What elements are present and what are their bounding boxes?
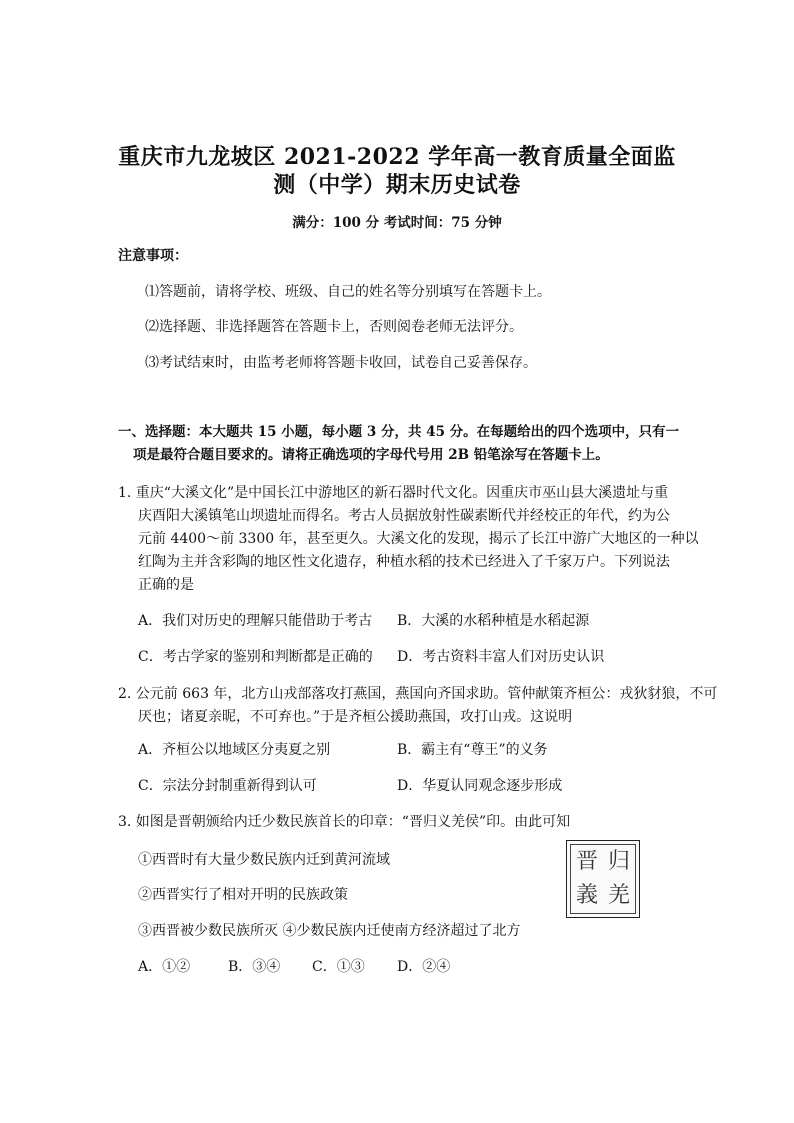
q3-option-d: D．②④ (397, 959, 451, 975)
seal-char: 義 (575, 883, 598, 908)
q1-option-c: C．考古学家的鉴别和判断都是正确的 (138, 649, 373, 665)
q2-option-d: D．华夏认同观念逐步形成 (397, 778, 563, 794)
seal-char: 晋 (575, 849, 598, 874)
seal-char: 羌 (607, 883, 630, 908)
title-line-1: 重庆市九龙坡区 2021-2022 学年高一教育质量全面监 (118, 144, 676, 170)
section-instructions-cont: 项是最符合题目要求的。请将正确选项的字母代号用 2B 铅笔涂写在答题卡上。 (133, 447, 609, 463)
notes-heading: 注意事项： (118, 248, 188, 264)
q3-statement: ③西晋被少数民族所灭 ④少数民族内迁使南方经济超过了北方 (138, 923, 521, 939)
q1-stem: 1. 重庆“大溪文化”是中国长江中游地区的新石器时代文化。因重庆市巫山县大溪遗址与重 (118, 485, 669, 501)
exam-info: 满分：100 分 考试时间：75 分钟 (292, 215, 502, 231)
note-item: ⑶考试结束时，由监考老师将答题卡收回，试卷自己妥善保存。 (145, 355, 537, 371)
page-title (100, 143, 694, 199)
q2-option-a: A．齐桓公以地域区分夷夏之别 (138, 742, 331, 758)
seal-image (566, 840, 640, 918)
seal-glyphs (570, 844, 636, 914)
q2-stem: 2. 公元前 663 年，北方山戎部落攻打燕国，燕国向齐国求助。管仲献策齐桓公：戎狄豺狼，不可 (118, 686, 718, 702)
q3-option-a: A．①② (138, 959, 191, 975)
q3-stem: 3. 如图是晋朝颁给内迁少数民族首长的印章：“晋归义羌侯”印。由此可知 (118, 814, 571, 830)
q1-stem: 正确的是 (138, 577, 194, 593)
seal-char: 归 (607, 849, 630, 874)
title-line-2: 测（中学）期末历史试卷 (273, 172, 521, 198)
section-instructions: 一、选择题：本大题共 15 小题，每小题 3 分，共 45 分。在每题给出的四个选项中，只有一 (118, 424, 680, 440)
q1-stem: 元前 4400～前 3300 年，甚至更久。大溪文化的发现，揭示了长江中游广大地区的一种以 (138, 531, 699, 547)
q3-statement: ②西晋实行了相对开明的民族政策 (138, 887, 348, 903)
q3-option-b: B．③④ (228, 959, 281, 975)
q3-option-c: C．①③ (312, 959, 365, 975)
q1-option-a: A．我们对历史的理解只能借助于考古 (138, 613, 373, 629)
q2-option-b: B．霸主有“尊王”的义务 (397, 742, 548, 758)
q1-option-d: D．考古资料丰富人们对历史认识 (397, 649, 605, 665)
q1-stem: 红陶为主并含彩陶的地区性文化遗存，种植水稻的技术已经进入了千家万户。下列说法 (138, 554, 670, 570)
q2-option-c: C．宗法分封制重新得到认可 (138, 778, 317, 794)
note-item: ⑴答题前，请将学校、班级、自己的姓名等分别填写在答题卡上。 (145, 284, 551, 300)
q1-stem: 庆酉阳大溪镇笔山坝遗址而得名。考古人员据放射性碳素断代并经校正的年代，约为公 (138, 508, 670, 524)
q2-stem: 厌也；诸夏亲昵，不可弃也。”于是齐桓公援助燕国，攻打山戎。这说明 (138, 709, 573, 725)
q3-statement: ①西晋时有大量少数民族内迁到黄河流域 (138, 852, 390, 868)
note-item: ⑵选择题、非选择题答在答题卡上，否则阅卷老师无法评分。 (145, 319, 523, 335)
q1-option-b: B．大溪的水稻种植是水稻起源 (397, 613, 590, 629)
